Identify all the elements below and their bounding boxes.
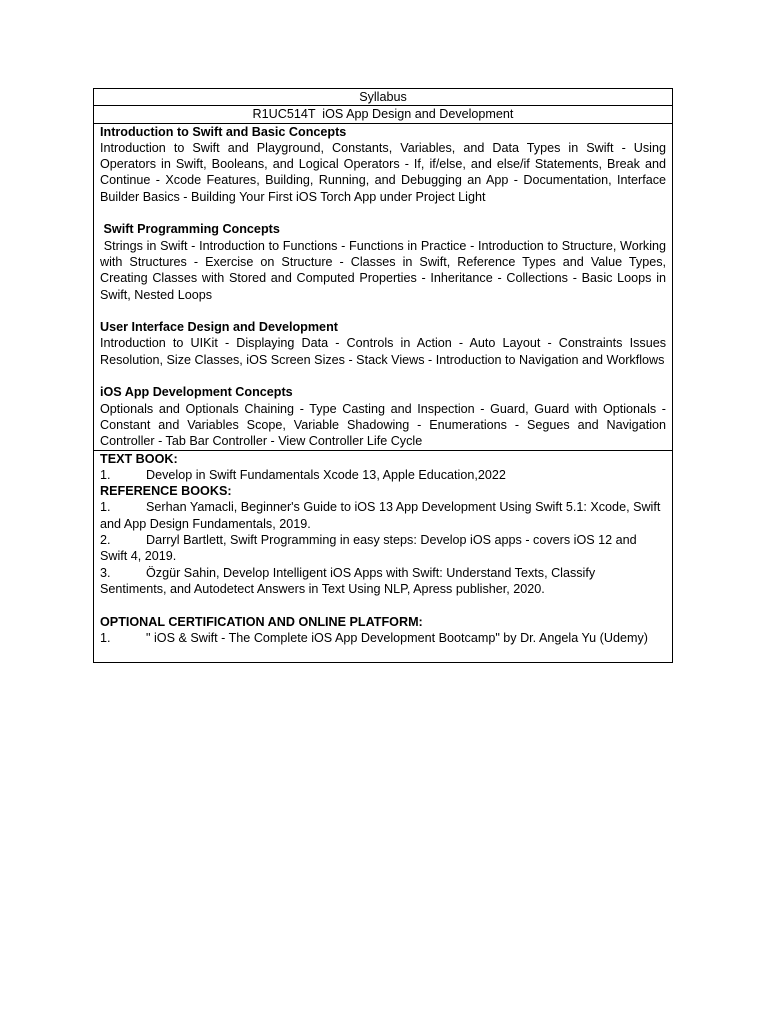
course-title-row: [94, 106, 672, 123]
item-number: 3.: [100, 565, 111, 580]
syllabus-title-row: [94, 89, 672, 106]
item-text: " iOS & Swift - The Complete iOS App Development Bootcamp" by Dr. Angela Yu (Udemy): [146, 630, 648, 645]
item-text: Özgür Sahin, Develop Intelligent iOS Apps with Swift: Understand Texts, Classify: [146, 565, 596, 580]
item-number: 2.: [100, 533, 111, 548]
reference-book-item: [100, 499, 666, 532]
unit-heading: Swift Programming Concepts: [100, 222, 280, 237]
unit-heading: iOS App Development Concepts: [100, 385, 293, 400]
course-title: R1UC514T iOS App Design and Development: [252, 107, 514, 122]
item-text-continued: Swift 4, 2019.: [100, 549, 177, 564]
certification-item: [100, 630, 666, 646]
item-text: Develop in Swift Fundamentals Xcode 13, Apple Education,2022: [146, 467, 506, 482]
unit-heading: Introduction to Swift and Basic Concepts: [100, 124, 347, 139]
unit-2: [100, 221, 670, 302]
item-text-continued: and App Design Fundamentals, 2019.: [100, 516, 311, 531]
item-text: Serhan Yamacli, Beginner's Guide to iOS 13 App Development Using Swift 5.1: Xcode, Swift: [146, 500, 661, 515]
syllabus-title: Syllabus: [359, 90, 407, 104]
reference-book-item: [100, 565, 666, 598]
unit-3: [100, 319, 666, 368]
unit-1: [100, 124, 666, 205]
text-book-item: [100, 467, 666, 483]
unit-body: Strings in Swift - Introduction to Functions - Functions in Practice - Introduction to Structure, Working with Structures - Exercise on Structure - Classes in Swift, Reference Types and Value Types, Creating Classes with Stored and Computed Properties - Inheritance - Collections - Basic Loops in Swift, Nested Loops: [100, 238, 670, 302]
item-text: Darryl Bartlett, Swift Programming in easy steps: Develop iOS apps - covers iOS 12 and: [146, 533, 637, 548]
unit-body: Introduction to Swift and Playground, Constants, Variables, and Data Types in Swift - Using Operators in Swift, Booleans, and Logical Operators - If, if/else, and else/if Statements, Break and Continue - Xcode Features, Building, Running, and Debugging an App - Documentation, Interface Builder Basics - Building Your First iOS Torch App under Project Light: [100, 140, 666, 204]
unit-heading: User Interface Design and Development: [100, 320, 338, 335]
unit-4: [100, 384, 666, 449]
unit-body: Introduction to UIKit - Displaying Data - Controls in Action - Auto Layout - Constraints Issues Resolution, Size Classes, iOS Screen Sizes - Stack Views - Introduction to Navigation and Workflows: [100, 336, 666, 367]
item-number: 1.: [100, 630, 111, 645]
text-book-heading: TEXT BOOK:: [100, 451, 178, 466]
reference-books-heading: REFERENCE BOOKS:: [100, 484, 232, 499]
unit-body: Optionals and Optionals Chaining - Type Casting and Inspection - Guard, Guard with Optionals - Constant and Variables Scope, Variable Shadowing - Enumerations - Segues and Navigation Controller - Tab Bar Controller - View Controller Life Cycle: [100, 401, 666, 449]
reference-book-item: [100, 532, 666, 565]
item-text-continued: Sentiments, and Autodetect Answers in Text Using NLP, Apress publisher, 2020.: [100, 581, 545, 596]
item-number: 1.: [100, 500, 111, 515]
syllabus-table: [93, 88, 673, 663]
item-number: 1.: [100, 467, 111, 482]
units-cell: [94, 124, 672, 451]
certification-heading: OPTIONAL CERTIFICATION AND ONLINE PLATFORM:: [100, 614, 423, 629]
books-cell: [94, 451, 672, 663]
